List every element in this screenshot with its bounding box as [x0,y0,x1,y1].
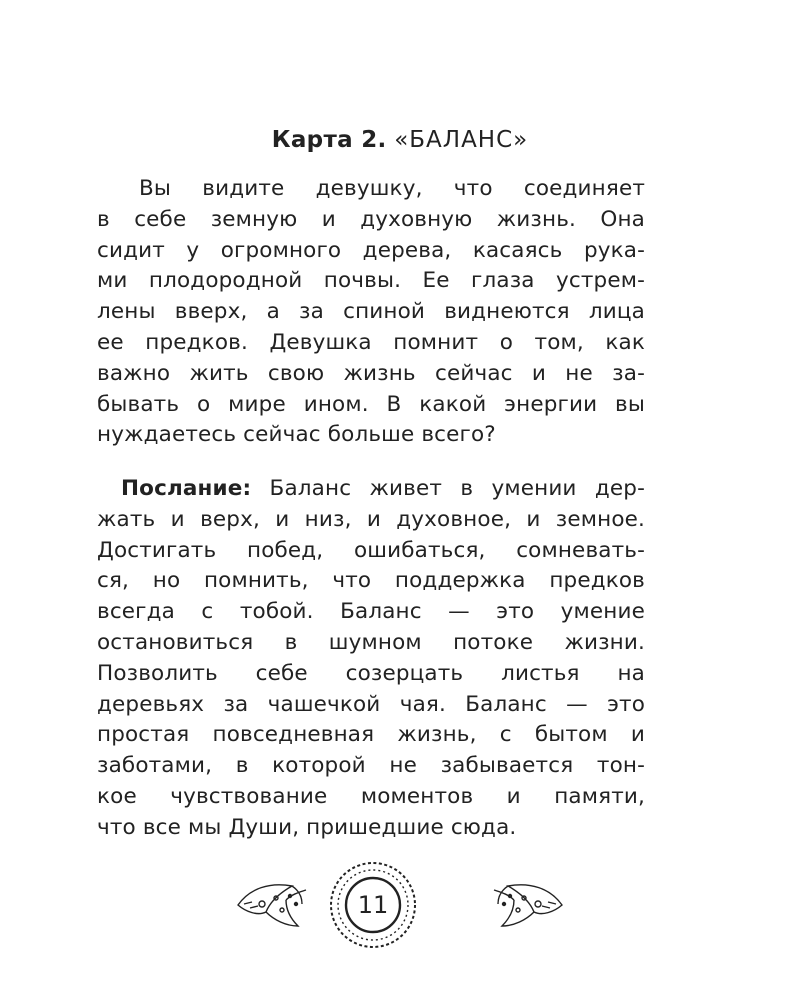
left-leaf-ornament-icon [238,885,306,926]
text-line-first [97,474,645,505]
page-title [0,124,800,156]
text-line: ми плодородной почвы. Ее глаза устрем- [97,268,645,294]
text-line: в себе земную и духовную жизнь. Она [97,206,645,232]
text-line: важно жить свою жизнь сейчас и не за- [97,360,645,386]
page-number: 11 [357,891,389,919]
text-line: сидит у огромного дерева, касаясь рука- [97,237,645,263]
text-line: кое чувствование моментов и памяти, [97,783,645,809]
text-line: лены вверх, а за спиной виднеются лица [97,299,645,325]
text-line: заботами, в которой не забывается тон- [97,753,645,779]
text-line: остановиться в шумном потоке жизни. [97,629,645,655]
text-line: деревьях за чашечкой чая. Баланс — это [97,691,645,717]
text-line: нуждаетесь сейчас больше всего? [97,422,496,448]
message-paragraph [97,474,645,844]
text-line: бывать о мире ином. В какой энергии вы [97,391,645,417]
card-name: «БАЛАНС» [394,127,529,153]
text-line: ся, но помнить, что поддержка предков [97,568,645,594]
text-line: ее предков. Девушка помнит о том, как [97,329,645,355]
message-first-line: Баланс живет в умении дер- [269,476,645,501]
text-line: Достигать побед, ошибаться, сомневать- [97,537,645,563]
text-line: Вы видите девушку, что соединяет [139,176,645,201]
message-label: Послание: [121,476,252,501]
text-line: простая повседневная жизнь, с бытом и [97,722,645,748]
description-paragraph [97,174,645,451]
text-line: жать и верх, и низ, и духовное, и земное. [97,506,645,532]
text-line: всегда с тобой. Баланс — это умение [97,599,645,625]
text-line: Позволить себе созерцать листья на [97,660,645,686]
footer-ornament [230,860,570,950]
card-number: Карта 2. [271,127,387,153]
text-line: что все мы Души, пришедшие сюда. [97,814,517,840]
right-leaf-ornament-icon [494,885,562,926]
